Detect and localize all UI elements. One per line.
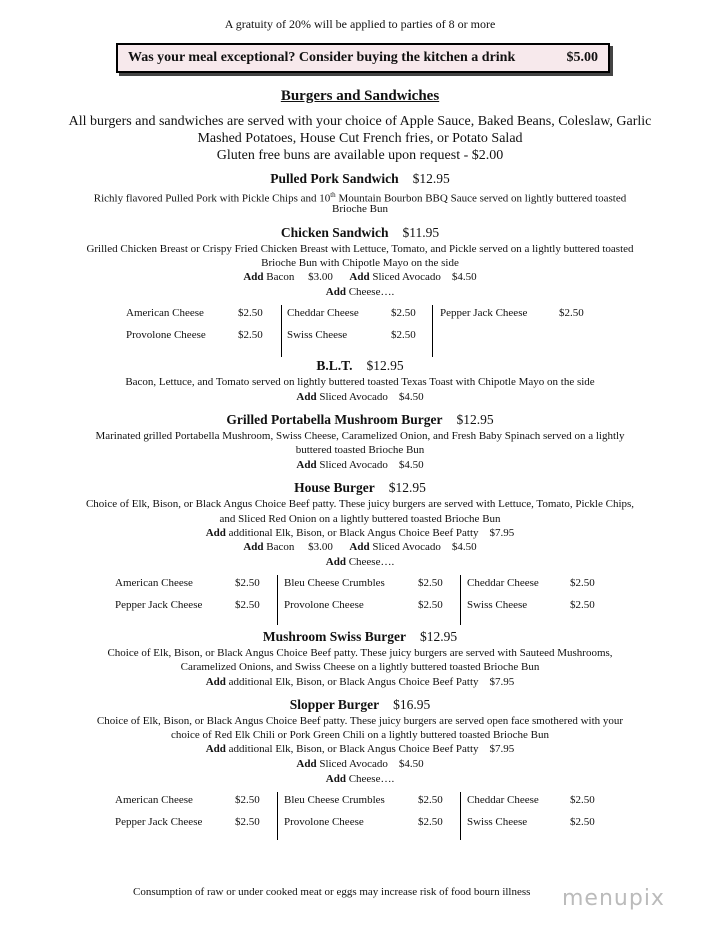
menupix-watermark: menupix — [562, 886, 665, 911]
chicken-name: Chicken Sandwich — [280, 225, 389, 240]
mushroom-swiss-desc-1: Choice of Elk, Bison, or Black Angus Choice Beef patty. These juicy burgers are served with Sauteed Mushrooms, — [107, 647, 613, 659]
cheese-name: Swiss Cheese — [467, 816, 528, 828]
cheese-name: Bleu Cheese Crumbles — [284, 794, 385, 806]
pulled-pork-desc-2: Brioche Bun — [332, 203, 388, 215]
house-burger-price: $12.95 — [388, 480, 426, 495]
cheese-name: American Cheese — [115, 577, 193, 589]
food-safety-notice: Consumption of raw or under cooked meat or eggs may increase risk of food bourn illness — [133, 886, 531, 898]
portabella-desc-2: buttered toasted Brioche Bun — [295, 444, 425, 456]
promo-text: Was your meal exceptional? Consider buying the kitchen a drink — [128, 50, 516, 65]
cheese-price: $2.50 — [570, 577, 595, 589]
chicken-desc-1: Grilled Chicken Breast or Crispy Fried Chicken Breast with Lettuce, Tomato, and Pickle served on a lightly buttered toasted — [86, 243, 634, 255]
cheese-name: Pepper Jack Cheese — [115, 599, 203, 611]
mushroom-swiss-desc-2: Caramelized Onions, and Swiss Cheese on a lightly buttered toasted Brioche Bun — [180, 661, 540, 673]
cheese-name: Pepper Jack Cheese — [115, 816, 203, 828]
portabella-title — [0, 412, 720, 428]
promo-box — [116, 43, 610, 73]
slopper-desc-1: Choice of Elk, Bison, or Black Angus Choice Beef patty. These juicy burgers are served open face smothered with your — [96, 715, 624, 727]
cheese-name: Provolone Cheese — [126, 329, 206, 341]
cheese-price: $2.50 — [235, 816, 260, 828]
mushroom-swiss-name: Mushroom Swiss Burger — [262, 629, 406, 644]
blt-desc-1: Bacon, Lettuce, and Tomato served on lightly buttered toasted Texas Toast with Chipotle Mayo on the side — [125, 376, 595, 388]
cheese-price: $2.50 — [570, 816, 595, 828]
cheese-price: $2.50 — [418, 794, 443, 806]
cheese-name: American Cheese — [115, 794, 193, 806]
cheese-name: Cheddar Cheese — [467, 577, 539, 589]
divider — [281, 305, 282, 357]
house-burger-addons: Add Bacon $3.00 Add Sliced Avocado $4.50 — [243, 541, 477, 553]
house-burger-add-cheese: Add Cheese…. — [325, 556, 395, 568]
portabella-addons: Add Sliced Avocado $4.50 — [296, 459, 424, 471]
divider — [460, 575, 461, 625]
intro-line-2: Mashed Potatoes, House Cut French fries, or Potato Salad — [197, 131, 523, 146]
blt-name: B.L.T. — [316, 358, 353, 373]
house-burger-title — [0, 480, 720, 496]
intro-line-3: Gluten free buns are available upon request - $2.00 — [216, 148, 504, 163]
promo-price: $5.00 — [566, 50, 598, 65]
cheese-name: Swiss Cheese — [467, 599, 528, 611]
mushroom-swiss-add-patty: Add additional Elk, Bison, or Black Angus Choice Beef Patty $7.95 — [205, 676, 515, 688]
portabella-price: $12.95 — [456, 412, 494, 427]
pulled-pork-price: $12.95 — [412, 171, 450, 186]
house-burger-add-patty: Add additional Elk, Bison, or Black Angus Choice Beef Patty $7.95 — [205, 527, 515, 539]
divider — [460, 792, 461, 840]
slopper-addons: Add Sliced Avocado $4.50 — [296, 758, 424, 770]
slopper-price: $16.95 — [393, 697, 431, 712]
pulled-pork-title — [0, 171, 720, 187]
pulled-pork-name: Pulled Pork Sandwich — [270, 171, 399, 186]
cheese-name: Cheddar Cheese — [287, 307, 359, 319]
house-burger-name: House Burger — [294, 480, 375, 495]
house-burger-desc-1: Choice of Elk, Bison, or Black Angus Choice Beef patty. These juicy burgers are served with Lettuce, Tomato, Pickle Chips, — [85, 498, 635, 510]
slopper-desc-2: choice of Red Elk Chili or Pork Green Chili on a lightly buttered toasted Brioche Bun — [171, 729, 549, 741]
chicken-desc-2: Brioche Bun with Chipotle Mayo on the side — [261, 257, 459, 269]
cheese-price: $2.50 — [391, 329, 416, 341]
blt-title — [0, 358, 720, 374]
cheese-name: Provolone Cheese — [284, 816, 364, 828]
house-burger-desc-2: and Sliced Red Onion on a lightly buttered toasted Brioche Bun — [219, 513, 501, 525]
slopper-name: Slopper Burger — [289, 697, 380, 712]
cheese-price: $2.50 — [418, 599, 443, 611]
pulled-pork-desc-1: Richly flavored Pulled Pork with Pickle Chips and 10th Mountain Bourbon BBQ Sauce served on lightly buttered toasted — [93, 191, 627, 205]
cheese-price: $2.50 — [235, 577, 260, 589]
cheese-price: $2.50 — [418, 577, 443, 589]
portabella-desc-1: Marinated grilled Portabella Mushroom, Swiss Cheese, Caramelized Onion, and Fresh Baby Spinach served on a lightly — [95, 430, 625, 442]
cheese-name: Cheddar Cheese — [467, 794, 539, 806]
gratuity-note: A gratuity of 20% will be applied to parties of 8 or more — [224, 17, 496, 31]
divider — [277, 792, 278, 840]
chicken-addons: Add Bacon $3.00 Add Sliced Avocado $4.50 — [243, 271, 477, 283]
blt-addons: Add Sliced Avocado $4.50 — [296, 391, 424, 403]
divider — [432, 305, 433, 357]
cheese-name: Pepper Jack Cheese — [440, 307, 528, 319]
cheese-price: $2.50 — [235, 794, 260, 806]
cheese-name: American Cheese — [126, 307, 204, 319]
cheese-price: $2.50 — [418, 816, 443, 828]
cheese-name: Provolone Cheese — [284, 599, 364, 611]
slopper-title — [0, 697, 720, 713]
intro-line-1: All burgers and sandwiches are served with your choice of Apple Sauce, Baked Beans, Coleslaw, Garlic — [68, 114, 652, 129]
divider — [277, 575, 278, 625]
portabella-name: Grilled Portabella Mushroom Burger — [226, 412, 443, 427]
section-title: Burgers and Sandwiches — [280, 88, 440, 104]
cheese-price: $2.50 — [391, 307, 416, 319]
cheese-price: $2.50 — [238, 329, 263, 341]
mushroom-swiss-title — [0, 629, 720, 645]
cheese-name: Swiss Cheese — [287, 329, 348, 341]
cheese-price: $2.50 — [559, 307, 584, 319]
cheese-price: $2.50 — [238, 307, 263, 319]
cheese-price: $2.50 — [235, 599, 260, 611]
chicken-title — [0, 225, 720, 241]
cheese-name: Bleu Cheese Crumbles — [284, 577, 385, 589]
chicken-add-cheese: Add Cheese…. — [325, 286, 395, 298]
slopper-add-patty: Add additional Elk, Bison, or Black Angus Choice Beef Patty $7.95 — [205, 743, 515, 755]
blt-price: $12.95 — [366, 358, 404, 373]
mushroom-swiss-price: $12.95 — [419, 629, 458, 644]
cheese-price: $2.50 — [570, 599, 595, 611]
chicken-price: $11.95 — [402, 225, 440, 240]
slopper-add-cheese: Add Cheese…. — [325, 773, 395, 785]
cheese-price: $2.50 — [570, 794, 595, 806]
